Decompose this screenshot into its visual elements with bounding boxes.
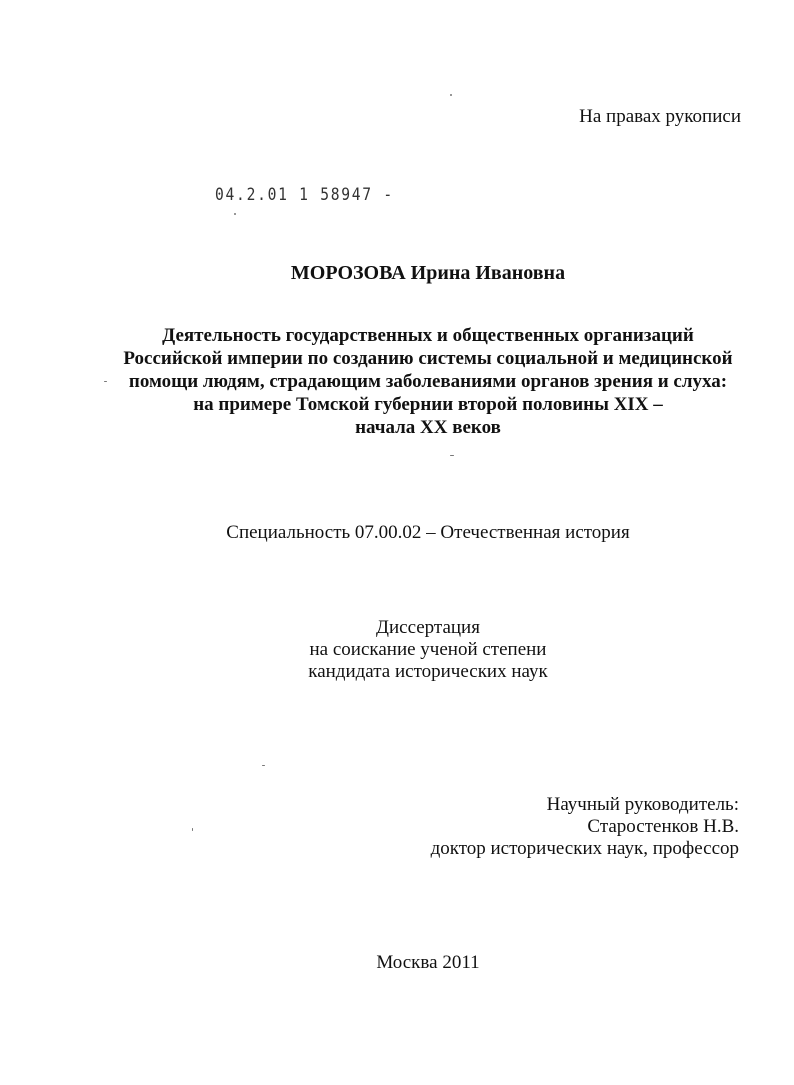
scan-speck: [262, 765, 265, 766]
title-line: на примере Томской губернии второй половины XIX –: [193, 394, 663, 415]
work-type-line: на соискание ученой степени: [309, 639, 547, 660]
work-type-line: кандидата исторических наук: [308, 661, 548, 682]
title-line: Российской империи по созданию системы социальной и медицинской: [123, 348, 733, 369]
work-type-line: Диссертация: [376, 617, 480, 638]
supervisor-degree: доктор исторических наук, профессор: [430, 838, 739, 859]
scan-speck: [104, 381, 107, 382]
specialty-line: Специальность 07.00.02 – Отечественная история: [226, 522, 630, 543]
supervisor-block: [400, 794, 739, 860]
supervisor-label: Научный руководитель:: [546, 794, 739, 815]
manuscript-rights-note: На правах рукописи: [579, 106, 741, 127]
title-line: Деятельность государственных и общественных организаций: [162, 325, 694, 346]
scan-speck: [234, 213, 236, 215]
title-line: начала XX веков: [355, 417, 501, 438]
dissertation-title: [0, 324, 794, 439]
scan-speck: [192, 828, 193, 831]
registration-number-stamp: 04.2.01 1 58947 -: [215, 185, 394, 205]
work-type-block: [0, 617, 794, 683]
scan-speck: [450, 455, 454, 456]
supervisor-name: Старостенков Н.В.: [587, 816, 739, 837]
author-name: МОРОЗОВА Ирина Ивановна: [290, 262, 566, 284]
title-line: помощи людям, страдающим заболеваниями органов зрения и слуха:: [128, 371, 728, 392]
scan-speck: [450, 94, 452, 96]
city-year: Москва 2011: [376, 952, 480, 973]
